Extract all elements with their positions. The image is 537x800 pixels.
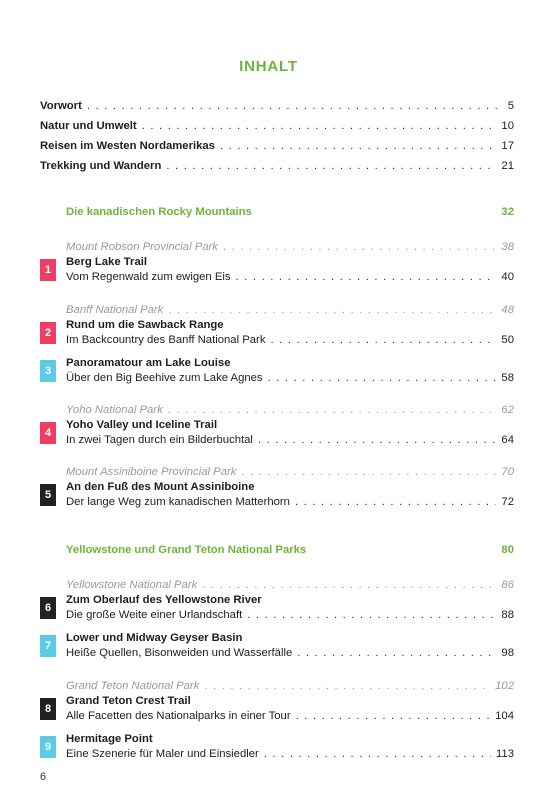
- park-name: Grand Teton National Park: [66, 680, 200, 692]
- leader-dots: [270, 331, 496, 349]
- park-page: 48: [501, 304, 514, 316]
- trail-subtitle: Alle Facetten des Nationalparks in einer Tour: [66, 710, 291, 722]
- toc-entry-vorwort[interactable]: [40, 97, 514, 115]
- trail-title[interactable]: Grand Teton Crest Trail: [66, 695, 191, 707]
- trail-subtitle-row[interactable]: [66, 745, 514, 763]
- trail-number-badge: 7: [40, 635, 56, 657]
- trail-title[interactable]: Lower und Midway Geyser Basin: [66, 632, 243, 644]
- trail-page: 64: [501, 434, 514, 446]
- trail-page: 58: [501, 372, 514, 384]
- park-name: Banff National Park: [66, 304, 164, 316]
- toc-entry-label: Trekking und Wandern: [40, 160, 162, 172]
- leader-dots: [220, 137, 496, 155]
- trail-title[interactable]: Panoramatour am Lake Louise: [66, 357, 231, 369]
- trail-page: 113: [495, 748, 514, 760]
- trail-subtitle: Die große Weite einer Urlandschaft: [66, 609, 243, 621]
- trail-page: 72: [501, 496, 514, 508]
- leader-dots: [247, 606, 496, 624]
- section-page: 32: [501, 206, 514, 218]
- leader-dots: [204, 677, 490, 695]
- leader-dots: [297, 644, 496, 662]
- trail-subtitle-row[interactable]: [66, 431, 514, 449]
- page-number: 6: [40, 771, 47, 783]
- park-page: 38: [501, 241, 514, 253]
- trail-title[interactable]: Yoho Valley und Iceline Trail: [66, 419, 218, 431]
- trail-page: 88: [501, 609, 514, 621]
- leader-dots: [258, 431, 496, 449]
- trail-subtitle-row[interactable]: [66, 606, 514, 624]
- trail-number-badge: 4: [40, 422, 56, 444]
- section-heading-yellowstone[interactable]: [66, 541, 514, 559]
- trail-number-badge: 5: [40, 484, 56, 506]
- trail-number-badge: 9: [40, 736, 56, 758]
- trail-number-badge: 6: [40, 597, 56, 619]
- leader-dots: [268, 369, 497, 387]
- trail-subtitle: Im Backcountry des Banff National Park: [66, 334, 266, 346]
- trail-subtitle: In zwei Tagen durch ein Bilderbuchtal: [66, 434, 253, 446]
- park-name: Mount Assiniboine Provincial Park: [66, 466, 237, 478]
- section-page: 80: [501, 544, 514, 556]
- leader-dots: [264, 745, 491, 763]
- trail-page: 104: [495, 710, 514, 722]
- trail-subtitle-row[interactable]: [66, 707, 514, 725]
- toc-entry-natur[interactable]: [40, 117, 514, 135]
- trail-number-badge: 8: [40, 698, 56, 720]
- trail-number-badge: 3: [40, 360, 56, 382]
- trail-subtitle-row[interactable]: [66, 369, 514, 387]
- trail-subtitle: Vom Regenwald zum ewigen Eis: [66, 271, 231, 283]
- trail-subtitle: Der lange Weg zum kanadischen Matterhorn: [66, 496, 290, 508]
- section-heading-rockies[interactable]: [66, 203, 514, 221]
- trail-subtitle: Über den Big Beehive zum Lake Agnes: [66, 372, 263, 384]
- trail-subtitle-row[interactable]: [66, 331, 514, 349]
- trail-subtitle: Eine Szenerie für Maler und Einsiedler: [66, 748, 259, 760]
- trail-title[interactable]: Berg Lake Trail: [66, 256, 147, 268]
- trail-title[interactable]: Zum Oberlauf des Yellowstone River: [66, 594, 262, 606]
- trail-number-badge: 2: [40, 322, 56, 344]
- leader-dots: [87, 97, 503, 115]
- trail-subtitle-row[interactable]: [66, 493, 514, 511]
- trail-page: 50: [501, 334, 514, 346]
- trail-title[interactable]: An den Fuß des Mount Assiniboine: [66, 481, 255, 493]
- leader-dots: [241, 463, 496, 481]
- leader-dots: [142, 117, 497, 135]
- trail-number-badge: 1: [40, 259, 56, 281]
- park-page: 86: [501, 579, 514, 591]
- park-name: Mount Robson Provincial Park: [66, 241, 218, 253]
- section-title: Yellowstone und Grand Teton National Parks: [66, 544, 307, 556]
- park-page: 102: [495, 680, 514, 692]
- park-name: Yoho National Park: [66, 404, 163, 416]
- section-title: Die kanadischen Rocky Mountains: [66, 206, 252, 218]
- park-name: Yellowstone National Park: [66, 579, 198, 591]
- toc-entry-label: Reisen im Westen Nordamerikas: [40, 140, 215, 152]
- leader-dots: [295, 493, 496, 511]
- toc-entry-page: 5: [507, 100, 514, 112]
- trail-title[interactable]: Hermitage Point: [66, 733, 153, 745]
- toc-entry-page: 10: [501, 120, 514, 132]
- trail-subtitle-row[interactable]: [66, 644, 514, 662]
- leader-dots: [166, 157, 496, 175]
- park-page: 70: [501, 466, 514, 478]
- trail-page: 98: [501, 647, 514, 659]
- trail-subtitle-row[interactable]: [66, 268, 514, 286]
- toc-entry-page: 21: [501, 160, 514, 172]
- toc-entry-label: Natur und Umwelt: [40, 120, 137, 132]
- trail-subtitle: Heiße Quellen, Bisonweiden und Wasserfälle: [66, 647, 293, 659]
- page-title: INHALT: [239, 58, 298, 75]
- leader-dots: [236, 268, 497, 286]
- toc-entry-label: Vorwort: [40, 100, 82, 112]
- leader-dots: [223, 238, 496, 256]
- trail-title[interactable]: Rund um die Sawback Range: [66, 319, 224, 331]
- toc-entry-page: 17: [501, 140, 514, 152]
- trail-page: 40: [501, 271, 514, 283]
- toc-entry-trekking[interactable]: [40, 157, 514, 175]
- leader-dots: [296, 707, 491, 725]
- park-page: 62: [501, 404, 514, 416]
- toc-entry-reisen[interactable]: [40, 137, 514, 155]
